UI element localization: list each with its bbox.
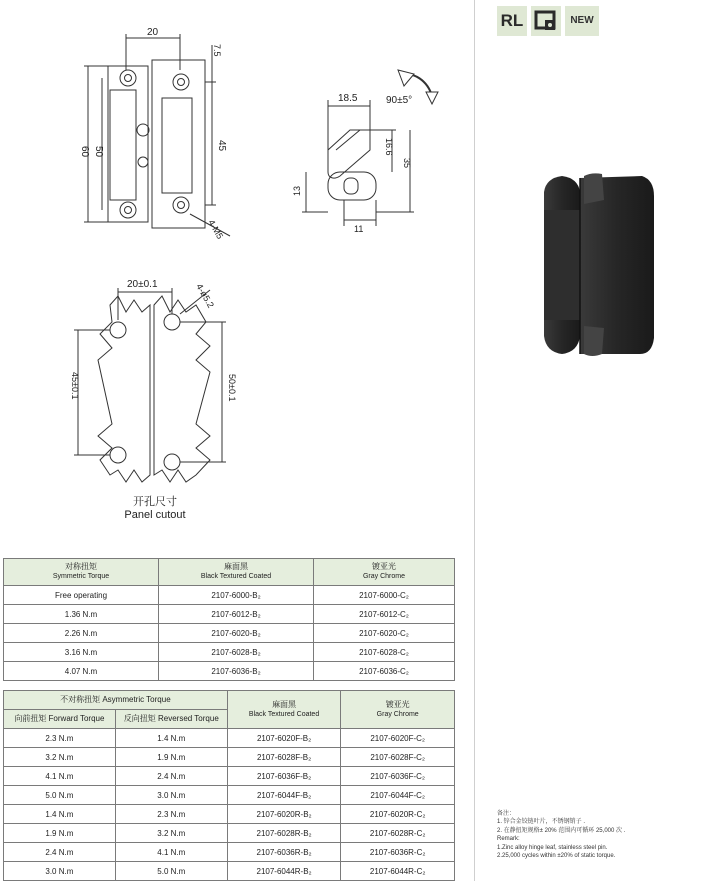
dim-height-50: 50 — [93, 146, 104, 158]
remark-line: Remark: — [497, 836, 520, 843]
header-gray-chrome: 镀亚光 Gray Chrome — [341, 691, 455, 729]
table-row: 3.16 N.m 2107-6028-B₂ 2107-6028-C₂ — [4, 643, 455, 662]
dim-cut-45: 45±0.1 — [70, 372, 80, 400]
dim-height-60: 60 — [79, 146, 90, 158]
hinge-product-image — [536, 170, 662, 360]
panel-cutout-caption — [100, 496, 210, 522]
remarks — [497, 810, 702, 860]
remark-line: 备注： — [497, 811, 516, 817]
dim-side-18-5: 18.5 — [338, 93, 358, 104]
header-reversed-torque: 反向扭矩 Reversed Torque — [115, 710, 227, 729]
mount-icon — [531, 6, 561, 36]
technical-drawing — [0, 0, 470, 540]
header-forward-torque: 向前扭矩 Forward Torque — [4, 710, 116, 729]
table-row: 3.2 N.m 1.9 N.m 2107-6028F-B₂ 2107-6028F-C₂ — [4, 748, 455, 767]
table-row: 3.0 N.m 5.0 N.m 2107-6044R-B₂ 2107-6044R-C₂ — [4, 862, 455, 881]
table-row: 2.3 N.m 1.4 N.m 2107-6020F-B₂ 2107-6020F-C₂ — [4, 729, 455, 748]
header-gray-chrome: 镀亚光 Gray Chrome — [314, 559, 455, 586]
dim-angle: 90±5° — [386, 95, 413, 106]
dim-cut-holes: 4-ø5.2 — [194, 282, 216, 310]
table-row: 2.26 N.m 2107-6020-B₂ 2107-6020-C₂ — [4, 624, 455, 643]
caption-cn: 开孔尺寸 — [133, 496, 177, 508]
dim-cut-50: 50±0.1 — [227, 374, 237, 402]
dim-side-35: 35 — [402, 158, 412, 169]
dim-side-13: 13 — [292, 185, 302, 196]
remark-line: 2.25,000 cycles within ±20% of static torque. — [497, 853, 616, 860]
table-row: 1.4 N.m 2.3 N.m 2107-6020R-B₂ 2107-6020R-C₂ — [4, 805, 455, 824]
dim-side-16-6: 16.6 — [384, 138, 394, 156]
badges — [497, 6, 607, 38]
caption-en: Panel cutout — [124, 509, 186, 521]
new-badge: NEW — [565, 6, 599, 36]
symmetric-torque-table — [3, 558, 455, 681]
dim-side-11: 11 — [354, 224, 364, 234]
dim-width-top: 20 — [147, 27, 159, 38]
table-row: 4.1 N.m 2.4 N.m 2107-6036F-B₂ 2107-6036F-C₂ — [4, 767, 455, 786]
header-asymmetric-torque: 不对称扭矩 Asymmetric Torque — [4, 691, 228, 710]
table-row: 1.9 N.m 3.2 N.m 2107-6028R-B₂ 2107-6028R-C₂ — [4, 824, 455, 843]
rl-badge: RL — [497, 6, 527, 36]
dim-offset: 7.5 — [212, 44, 222, 57]
remark-line: 1. 锌合金铰链叶片，不锈钢销子 . — [497, 819, 586, 826]
table-row: 4.07 N.m 2107-6036-B₂ 2107-6036-C₂ — [4, 662, 455, 681]
dim-holes: 4-M5 — [206, 218, 226, 241]
asymmetric-torque-table — [3, 690, 455, 881]
table-row: 2.4 N.m 4.1 N.m 2107-6036R-B₂ 2107-6036R-C₂ — [4, 843, 455, 862]
dim-cut-width: 20±0.1 — [127, 279, 158, 290]
table-row: Free operating 2107-6000-B₂ 2107-6000-C₂ — [4, 586, 455, 605]
table-row: 5.0 N.m 3.0 N.m 2107-6044F-B₂ 2107-6044F-C₂ — [4, 786, 455, 805]
table-row: 1.36 N.m 2107-6012-B₂ 2107-6012-C₂ — [4, 605, 455, 624]
header-symmetric-torque: 对称扭矩 Symmetric Torque — [4, 559, 159, 586]
header-black-textured: 麻面黑 Black Textured Coated — [227, 691, 341, 729]
remark-line: 2. 在静扭矩规格± 20% 范围内可循环 25,000 次 . — [497, 827, 626, 834]
column-divider — [474, 0, 475, 881]
remark-line: 1.Zinc alloy hinge leaf, stainless steel pin. — [497, 844, 608, 851]
dim-height-45: 45 — [216, 140, 227, 152]
header-black-textured: 麻面黑 Black Textured Coated — [159, 559, 314, 586]
